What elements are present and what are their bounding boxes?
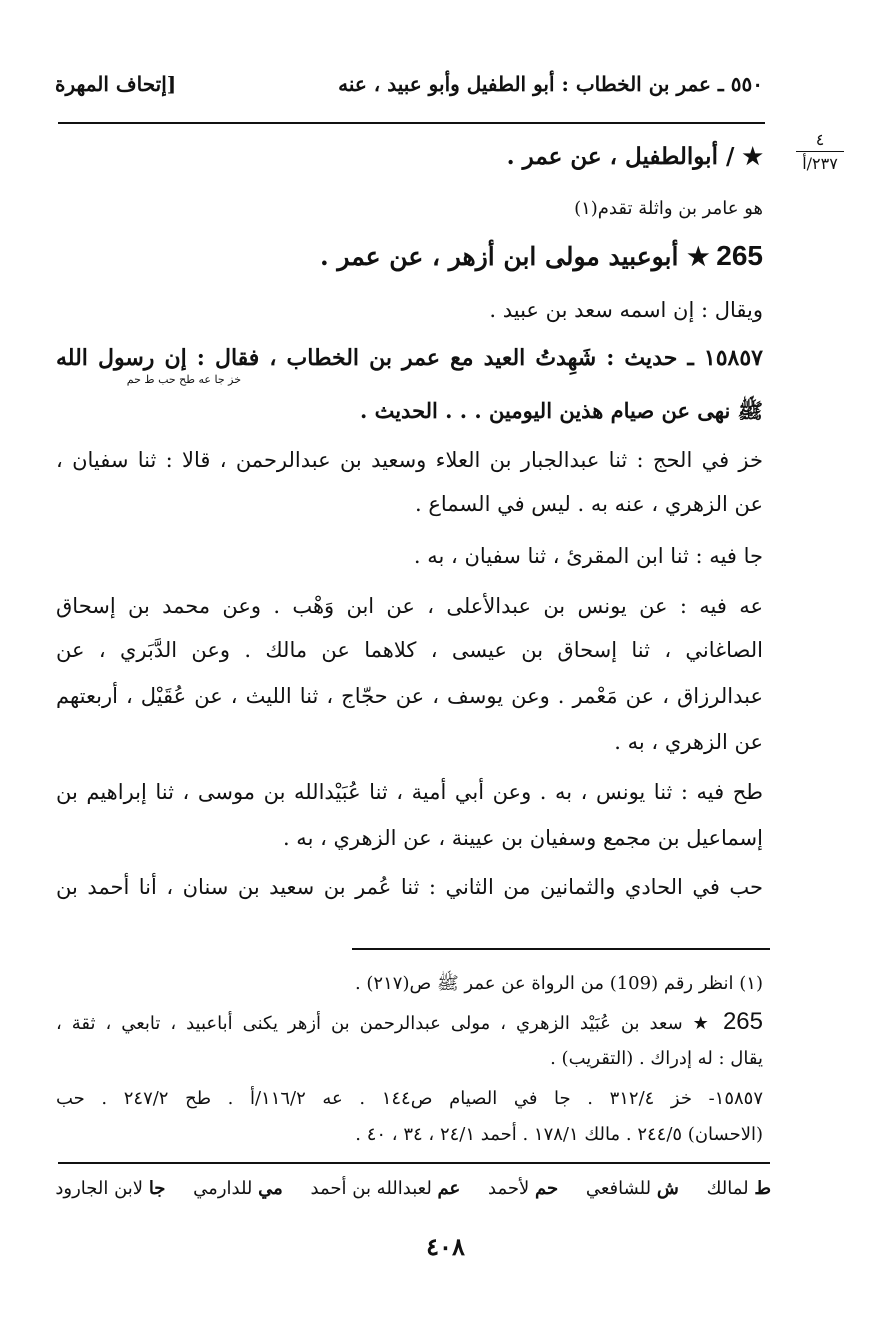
- running-header-book-title: [إتحاف المهرة: [55, 72, 177, 96]
- legend-item: مي للدارمي: [193, 1178, 283, 1199]
- footnote-2-line-1: [56, 1008, 763, 1036]
- source-khuz-line-1: خز في الحج : ثنا عبدالجبار بن العلاء وسعيد بن عبدالرحمن ، قالا : ثنا سفيان ،: [56, 448, 763, 472]
- source-ah-line-4: عن الزهري ، به .: [614, 730, 763, 754]
- abbreviation-legend: [33, 1178, 771, 1199]
- footnote-2-line-2: يقال : له إدراك . (التقريب) .: [550, 1048, 763, 1069]
- source-tah-line-2: إسماعيل بن مجمع وسفيان بن عيينة ، عن الزهري ، به .: [282, 826, 763, 850]
- narrator-number: 265: [716, 240, 763, 271]
- narrator-note: هو عامر بن واثلة تقدم(١): [574, 198, 763, 219]
- footnote-1: (١) انظر رقم (109) من الرواة عن عمر ﷺ ص(٢١٧) .: [354, 973, 763, 994]
- hadith-source-codes: خز جا عه طح حب ط حم: [126, 373, 241, 386]
- narrator-name: ★ أبوعبيد مولى ابن أزهر ، عن عمر .: [320, 242, 710, 271]
- source-ah-line-1: عه فيه : عن يونس بن عبدالأعلى ، عن ابن وَهْب . وعن محمد بن إسحاق: [56, 594, 763, 618]
- running-header-chapter: ٥٥٠ ـ عمر بن الخطاب : أبو الطفيل وأبو عبيد ، عنه: [338, 72, 763, 96]
- narrator-alias: ويقال : إن اسمه سعد بن عبيد .: [489, 298, 763, 322]
- narrator-heading-abu-ubayd: [320, 240, 763, 272]
- margin-manuscript-ref: [790, 130, 850, 173]
- header-divider: [58, 122, 765, 124]
- footnote-3-line-2: (الاحسان) ٢٤٤/٥ . مالك ١٧٨/١ . أحمد ٢٤/١ ، ٣٤ ، ٤٠ .: [355, 1124, 763, 1145]
- legend-item: ط لمالك: [706, 1178, 771, 1199]
- source-tah-line-1: طح فيه : ثنا يونس ، به . وعن أبي أمية ، ثنا عُبَيْدالله بن موسى ، ثنا إبراهيم بن: [56, 780, 763, 804]
- source-ja: جا فيه : ثنا ابن المقرئ ، ثنا سفيان ، به .: [413, 544, 763, 568]
- footnote-2-text: ★ سعد بن عُبَيْد الزهري ، مولى عبدالرحمن بن أزهر يكنى أباعبيد ، تابعي ، ثقة ،: [56, 1013, 713, 1034]
- legend-item: عم لعبدالله بن أحمد: [310, 1178, 461, 1199]
- narrator-heading-abu-tufayl: ★ / أبوالطفيل ، عن عمر .: [506, 143, 763, 170]
- legend-item: حم لأحمد: [488, 1178, 559, 1199]
- margin-ref-top: ٤: [815, 130, 825, 149]
- hadith-heading: ١٥٨٥٧ ـ حديث : شَهِدتُ العيد مع عمر بن الخطاب ، فقال : إن رسول الله: [56, 345, 763, 371]
- source-ah-line-2: الصاغاني ، ثنا إسحاق بن عيسى ، كلاهما عن مالك . وعن الدَّبَري ، عن: [56, 638, 763, 662]
- footnote-divider: [352, 948, 770, 950]
- legend-item: ش للشافعي: [585, 1178, 679, 1199]
- margin-ref-bar: [796, 151, 844, 152]
- footnote-2-number: 265: [722, 1008, 763, 1035]
- page-number: ٤٠٨: [426, 1232, 465, 1261]
- source-khuz-line-2: عن الزهري ، عنه به . ليس في السماع .: [415, 492, 763, 516]
- source-ah-line-3: عبدالرزاق ، عن مَعْمر . وعن يوسف ، عن حجّاج ، ثنا الليث ، عن عُقَيْل ، أربعتهم: [56, 684, 763, 708]
- hadith-text: ﷺ نهى عن صيام هذين اليومين . . . الحديث .: [359, 398, 763, 423]
- footnote-3-line-1: ١٥٨٥٧- خز ٣١٢/٤ . جا في الصيام ص١٤٤ . عه ١١٦/٢/أ . طح ٢٤٧/٢ . حب: [56, 1088, 764, 1109]
- legend-divider: [58, 1162, 770, 1164]
- source-hib-line-1: حب في الحادي والثمانين من الثاني : ثنا عُمر بن سعيد بن سنان ، أنا أحمد بن: [56, 875, 763, 899]
- margin-ref-bottom: ٢٣٧/أ: [802, 154, 838, 173]
- legend-item: جا لابن الجارود: [55, 1178, 166, 1199]
